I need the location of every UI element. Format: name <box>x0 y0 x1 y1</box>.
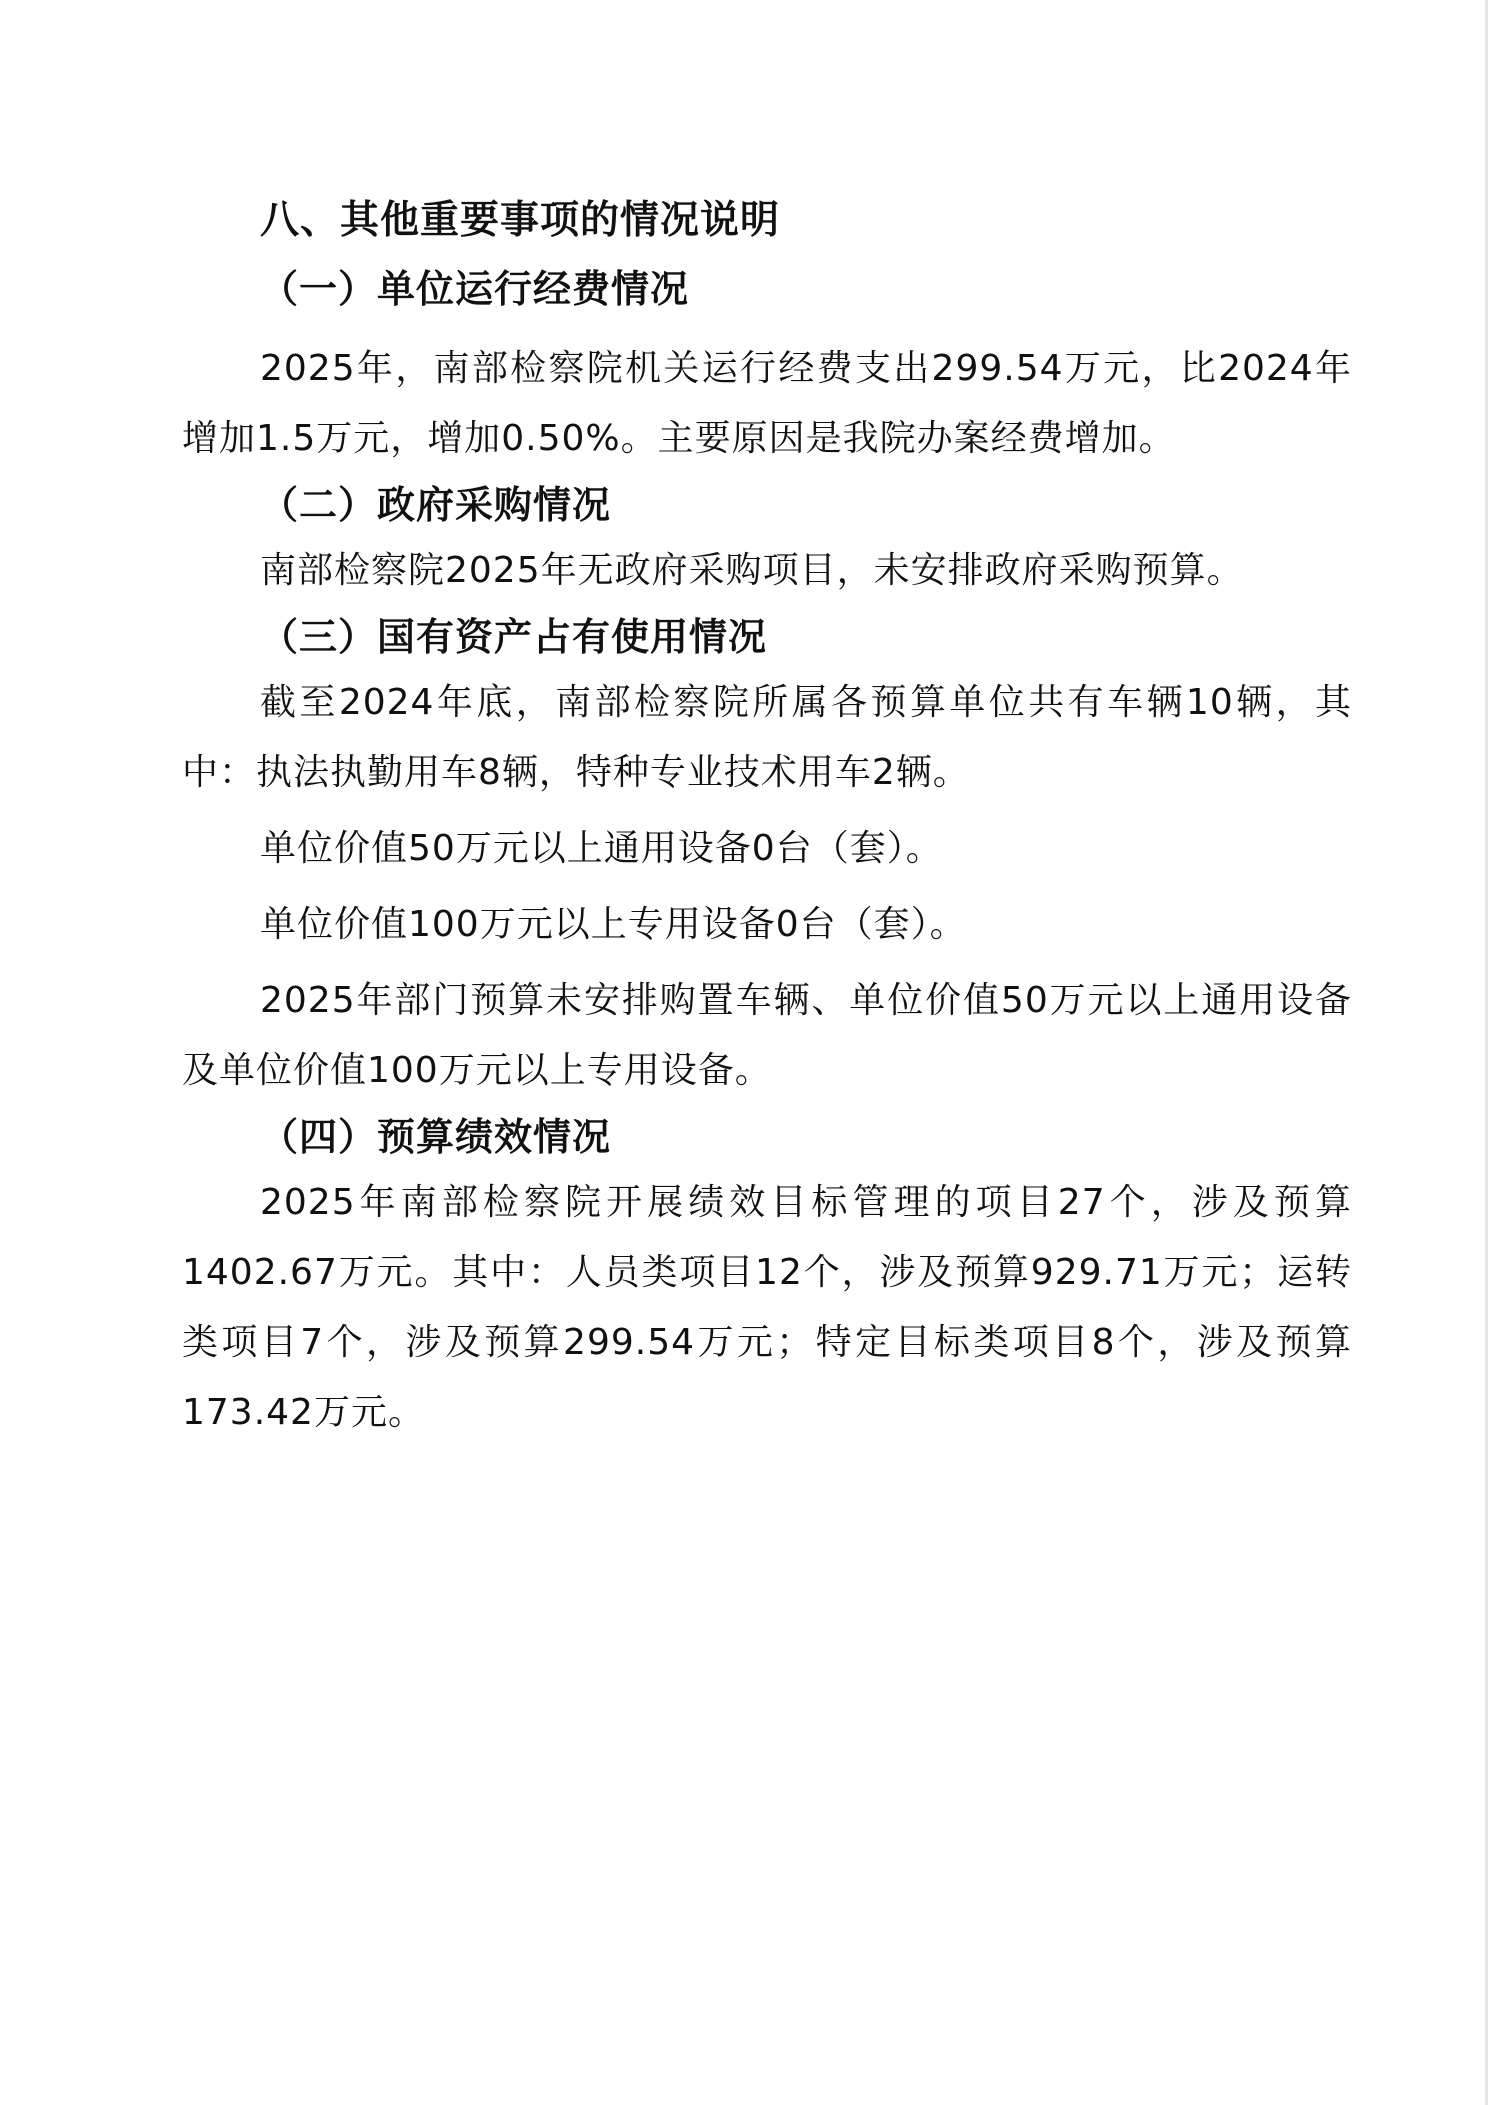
paragraph-performance: 2025年南部检察院开展绩效目标管理的项目27个，涉及预算1402.67万元。其中：人员类项目12个，涉及预算929.71万元；运转类项目7个，涉及预算299.54万元；特定目标类项目8个，涉及预算173.42万元。 <box>182 1182 1352 1433</box>
section-heading: 八、其他重要事项的情况说明 <box>260 198 781 243</box>
paragraph-operating-costs: 2025年，南部检察院机关运行经费支出299.54万元，比2024年增加1.5万元，增加0.50%。主要原因是我院办案经费增加。 <box>182 348 1352 459</box>
paragraph-vehicles: 截至2024年底，南部检察院所属各预算单位共有车辆10辆，其中：执法执勤用车8辆，特种专业技术用车2辆。 <box>182 682 1352 793</box>
paragraph-special-equipment: 单位价值100万元以上专用设备0台（套）。 <box>260 904 967 945</box>
subsection-title-government-procurement: （二）政府采购情况 <box>260 483 612 527</box>
document-body <box>182 190 1352 1448</box>
subsection-title-performance: （四）预算绩效情况 <box>260 1115 612 1159</box>
subsection-title-state-assets: （三）国有资产占有使用情况 <box>260 615 768 659</box>
subsection-title-operating-costs: （一）单位运行经费情况 <box>260 267 690 311</box>
paragraph-general-equipment: 单位价值50万元以上通用设备0台（套）。 <box>260 828 943 869</box>
paragraph-government-procurement: 南部检察院2025年无政府采购项目，未安排政府采购预算。 <box>260 550 1244 591</box>
paragraph-purchase-plan: 2025年部门预算未安排购置车辆、单位价值50万元以上通用设备及单位价值100万元以上专用设备。 <box>182 980 1352 1091</box>
